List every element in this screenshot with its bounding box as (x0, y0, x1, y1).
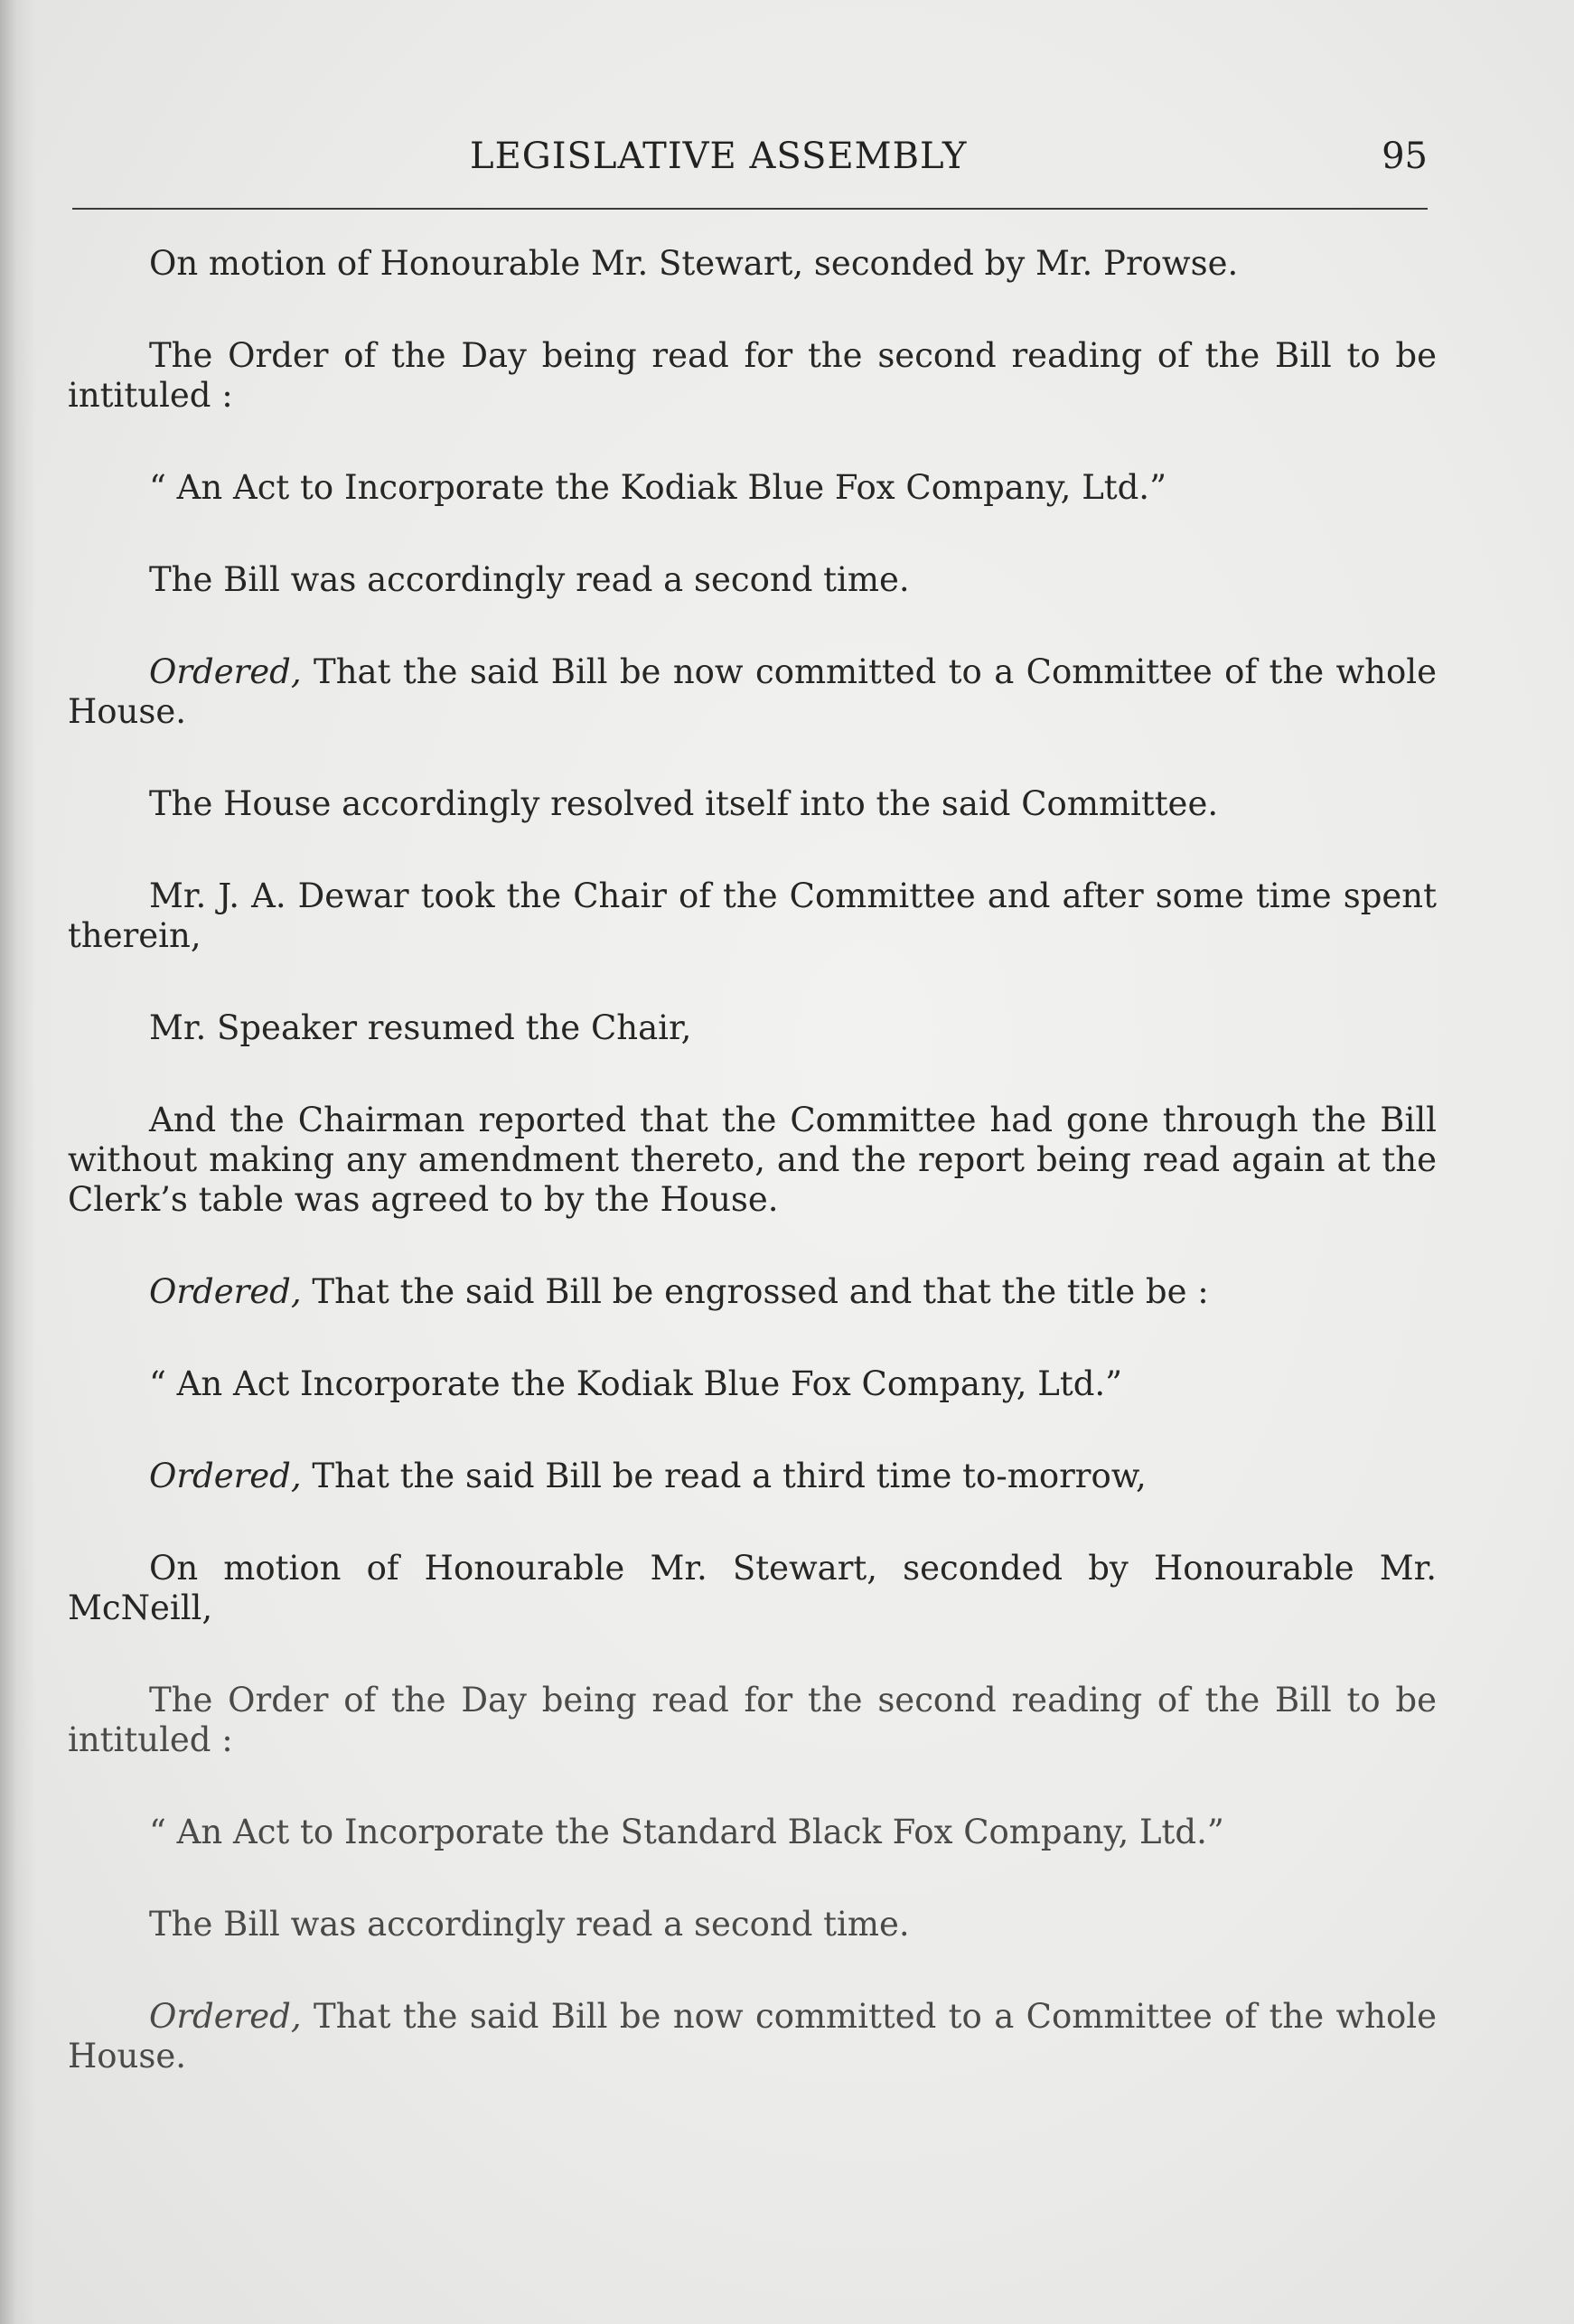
paragraph: The Order of the Day being read for the second reading of the Bill to be intituled : (68, 336, 1437, 415)
paragraph: Ordered, That the said Bill be now committed to a Committee of the whole House. (68, 652, 1437, 731)
ordered-lead: Ordered, (149, 1272, 302, 1311)
paragraph: On motion of Honourable Mr. Stewart, seconded by Mr. Prowse. (149, 244, 1239, 283)
paragraph: Ordered, That the said Bill be engrossed and that the title be : (149, 1272, 1209, 1311)
paragraph: Ordered, That the said Bill be now committed to a Committee of the whole House. (68, 1997, 1437, 2076)
bill-title-quote: “ An Act Incorporate the Kodiak Blue Fox Company, Ltd.” (149, 1364, 1123, 1403)
paragraph: Mr. Speaker resumed the Chair, (149, 1008, 692, 1047)
paragraph: The Bill was accordingly read a second time. (149, 1905, 910, 1944)
ordered-lead: Ordered, (149, 1997, 302, 2036)
ordered-lead: Ordered, (149, 652, 302, 691)
paragraph: Ordered, That the said Bill be read a third time to-morrow, (149, 1457, 1147, 1495)
page-header (72, 136, 1428, 181)
paragraph: Mr. J. A. Dewar took the Chair of the Committee and after some time spent therein, (68, 876, 1437, 955)
journal-text (68, 244, 1437, 2076)
ordered-lead: Ordered, (149, 1457, 302, 1495)
paragraph: On motion of Honourable Mr. Stewart, seconded by Honourable Mr. McNeill, (68, 1549, 1437, 1627)
paragraph: And the Chairman reported that the Committee had gone through the Bill without making any amendment thereto, and the report being read again at the Clerk’s table was agreed to by the House. (68, 1101, 1437, 1219)
paragraph: The House accordingly resolved itself into the said Committee. (149, 784, 1219, 823)
header-rule (72, 208, 1428, 210)
page-number: 95 (1382, 136, 1428, 177)
paragraph: The Order of the Day being read for the second reading of the Bill to be intituled : (68, 1681, 1437, 1759)
page-binding-shadow (0, 0, 36, 2324)
running-title: LEGISLATIVE ASSEMBLY (470, 136, 968, 177)
bill-title-quote: “ An Act to Incorporate the Standard Black Fox Company, Ltd.” (149, 1813, 1224, 1851)
paragraph: The Bill was accordingly read a second time. (149, 560, 910, 599)
bill-title-quote: “ An Act to Incorporate the Kodiak Blue Fox Company, Ltd.” (149, 468, 1166, 507)
